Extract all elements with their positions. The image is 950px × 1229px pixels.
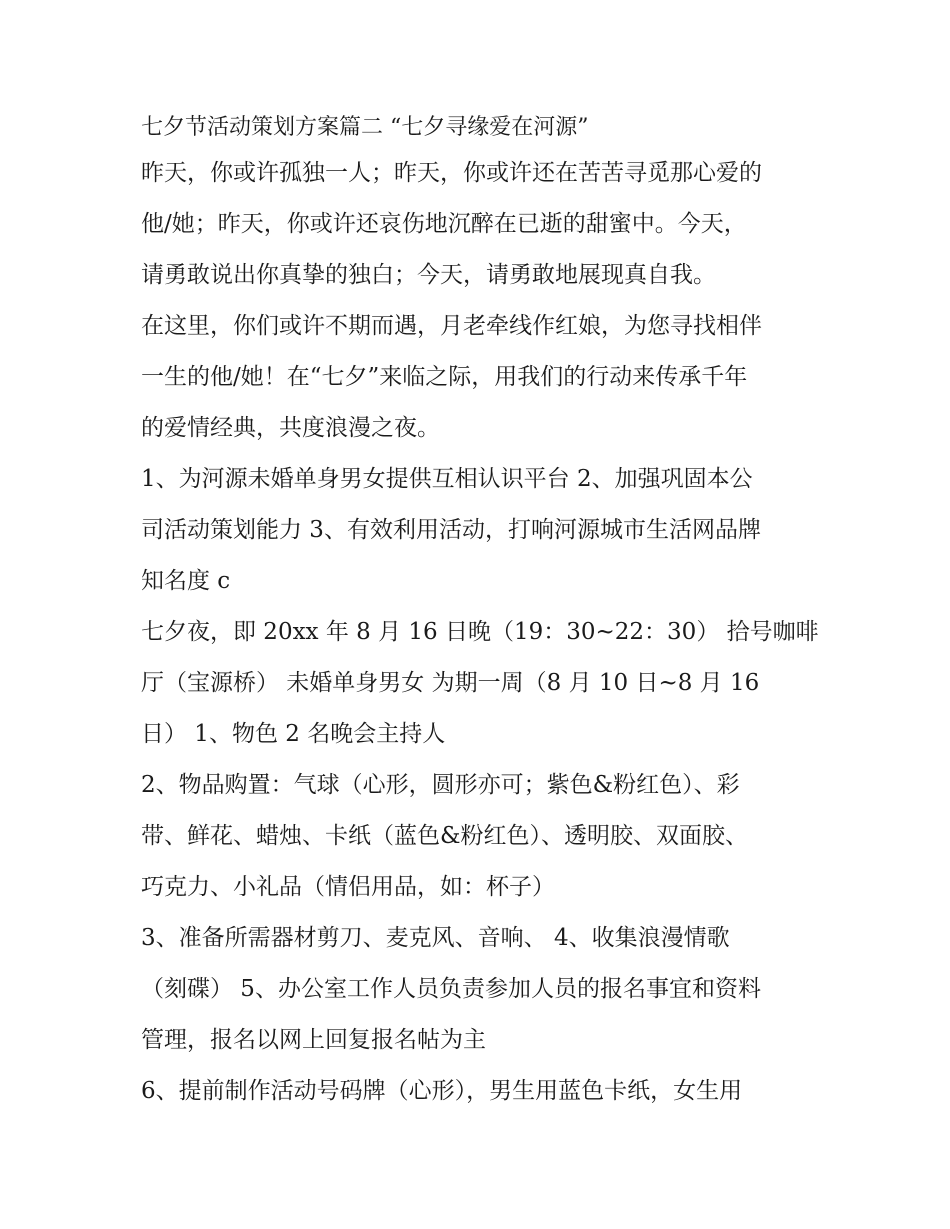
text-line: （刻碟） 5、办公室工作人员负责参加人员的报名事宜和资料 xyxy=(141,976,761,1002)
paragraph-intro-here xyxy=(141,301,821,454)
text-line: 他/她；昨天，你或许还哀伤地沉醉在已逝的甜蜜中。今天， xyxy=(141,211,747,237)
paragraph-intro-yesterday xyxy=(141,148,821,301)
text-line: 知名度 c xyxy=(141,568,231,594)
text-line: 2、物品购置：气球（心形，圆形亦可；紫色&粉红色）、彩 xyxy=(141,772,740,798)
paragraph-equipment xyxy=(141,913,821,1066)
paragraph-time-location xyxy=(141,607,821,760)
text-line: 昨天，你或许孤独一人；昨天，你或许还在苦苦寻觅那心爱的 xyxy=(141,160,762,186)
text-line: 管理，报名以网上回复报名帖为主 xyxy=(141,1027,486,1053)
text-line: 巧克力、小礼品（情侣用品，如：杯子） xyxy=(141,874,555,900)
text-line: 3、准备所需器材剪刀、麦克风、音响、 4、收集浪漫情歌 xyxy=(141,925,730,951)
text-line: 的爱情经典，共度浪漫之夜。 xyxy=(141,415,440,441)
text-line: 6、提前制作活动号码牌（心形），男生用蓝色卡纸，女生用 xyxy=(141,1078,743,1104)
text-line: 带、鲜花、蜡烛、卡纸（蓝色&粉红色）、透明胶、双面胶、 xyxy=(141,823,748,849)
text-line: 厅（宝源桥） 未婚单身男女 为期一周（8 月 10 日~8 月 16 xyxy=(141,670,760,696)
paragraph-number-cards xyxy=(141,1066,821,1117)
text-line: 七夕夜，即 20xx 年 8 月 16 日晚（19：30~22：30） 拾号咖啡 xyxy=(141,619,819,645)
text-line: 一生的他/她！在“七夕”来临之际，用我们的行动来传承千年 xyxy=(141,364,748,390)
text-line: 1、为河源未婚单身男女提供互相认识平台 2、加强巩固本公 xyxy=(141,466,753,492)
text-line: 请勇敢说出你真挚的独白；今天，请勇敢地展现真自我。 xyxy=(141,262,716,288)
document-body xyxy=(141,108,821,1117)
text-line: 司活动策划能力 3、有效利用活动，打响河源城市生活网品牌 xyxy=(141,517,761,543)
text-line: 日） 1、物色 2 名晚会主持人 xyxy=(141,721,446,747)
paragraph-purchases xyxy=(141,760,821,913)
document-title: 七夕节活动策划方案篇二 “七夕寻缘爱在河源” xyxy=(141,115,589,140)
text-line: 在这里，你们或许不期而遇，月老牵线作红娘，为您寻找相伴 xyxy=(141,313,762,339)
paragraph-objectives xyxy=(141,454,821,607)
